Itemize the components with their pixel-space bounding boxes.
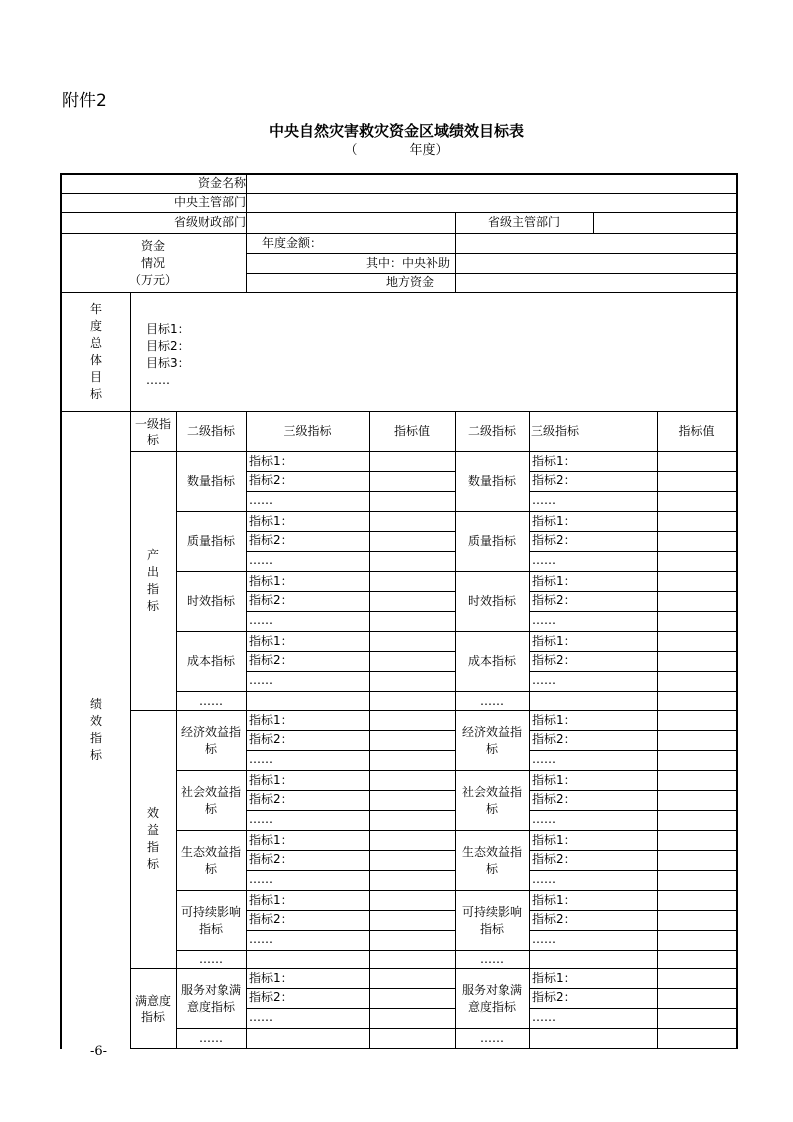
ind-dots-output-3-right: …… xyxy=(532,672,556,687)
ind-dots-satisfaction-0-left: …… xyxy=(249,1009,273,1024)
goal-line-4: …… xyxy=(146,372,170,387)
prov-finance-label: 省级财政部门 xyxy=(173,215,246,229)
form-title: 中央自然灾害救灾资金区域绩效目标表 xyxy=(268,122,524,140)
ind2-output-1-right: 指标2： xyxy=(532,533,576,547)
page-number: -6- xyxy=(90,1044,108,1059)
goal-line-1: 目标1： xyxy=(146,321,190,336)
ind2-output-1-left: 指标2： xyxy=(249,533,293,547)
ind2-benefit-1-right: 指标2： xyxy=(532,792,576,806)
ind-dots-output-1-left: …… xyxy=(249,552,273,567)
ind-dots-output-2-left: …… xyxy=(249,612,273,627)
ind2-output-0-right: 指标2： xyxy=(532,473,576,487)
ind1-satisfaction-0-left: 指标1： xyxy=(249,971,293,985)
ind-dots-benefit-1-right: …… xyxy=(532,811,556,826)
ind2-benefit-3-right: 指标2： xyxy=(532,912,576,926)
grid-line-v xyxy=(60,173,62,1049)
header-level3-left: 三级指标 xyxy=(283,424,332,438)
ind1-output-2-right: 指标1： xyxy=(532,574,576,588)
ind1-output-1-left: 指标1： xyxy=(249,514,293,528)
group-benefit-label: 效益指标 xyxy=(146,806,159,871)
ind-dots-benefit-0-left: …… xyxy=(249,751,273,766)
sub-output-3-left: 成本指标 xyxy=(186,654,235,668)
central-dept-label: 中央主管部门 xyxy=(173,195,246,209)
sub-satisfaction-0-left: 服务对象满意度指标 xyxy=(180,982,241,1014)
ind1-output-0-left: 指标1： xyxy=(249,454,293,468)
funds-situation-label: 资金 情况 （万元） xyxy=(128,238,177,287)
header-level2-left: 二级指标 xyxy=(186,424,235,438)
sub-output-0-right: 数量指标 xyxy=(467,474,516,488)
year-close: 年度） xyxy=(409,143,449,158)
sub-benefit-3-right: 可持续影响指标 xyxy=(461,904,522,936)
group-output-label: 产出指标 xyxy=(146,548,159,613)
sub-benefit-1-right: 社会效益指标 xyxy=(461,784,522,816)
sub-satisfaction-0-right: 服务对象满意度指标 xyxy=(461,982,522,1014)
ind-dots-benefit-2-left: …… xyxy=(249,871,273,886)
ind1-benefit-1-right: 指标1： xyxy=(532,773,576,787)
header-level3-right: 三级指标 xyxy=(531,424,580,438)
ind2-benefit-1-left: 指标2： xyxy=(249,792,293,806)
ind2-benefit-0-right: 指标2： xyxy=(532,732,576,746)
ind1-benefit-0-left: 指标1： xyxy=(249,713,293,727)
perf-indicators-label: 绩效指标 xyxy=(89,697,102,762)
attachment-label: 附件2 xyxy=(62,91,107,111)
ind-dots-benefit-1-left: …… xyxy=(249,811,273,826)
ind-dots-output-0-left: …… xyxy=(249,492,273,507)
ind-dots-benefit-0-right: …… xyxy=(532,751,556,766)
goal-line-3: 目标3： xyxy=(146,355,190,370)
ind-dots-satisfaction-0-right: …… xyxy=(532,1009,556,1024)
local-funds-label: 地方资金 xyxy=(385,275,434,289)
group-output-dots-right: …… xyxy=(480,693,504,708)
ind1-output-0-right: 指标1： xyxy=(532,454,576,468)
ind1-output-2-left: 指标1： xyxy=(249,574,293,588)
annual-goals-label: 年度总体目标 xyxy=(89,302,102,401)
ind-dots-output-2-right: …… xyxy=(532,612,556,627)
ind2-output-0-left: 指标2： xyxy=(249,473,293,487)
ind1-benefit-2-left: 指标1： xyxy=(249,833,293,847)
ind-dots-benefit-2-right: …… xyxy=(532,871,556,886)
fund-name-label: 资金名称 xyxy=(197,176,246,190)
ind1-output-3-left: 指标1： xyxy=(249,634,293,648)
header-value-right: 指标值 xyxy=(678,424,715,438)
header-level1: 一级指标 xyxy=(134,416,171,447)
ind1-benefit-2-right: 指标1： xyxy=(532,833,576,847)
group-benefit-dots-right: …… xyxy=(480,952,504,966)
sub-benefit-0-right: 经济效益指标 xyxy=(461,724,522,756)
ind-dots-output-0-right: …… xyxy=(532,492,556,507)
ind-dots-benefit-3-right: …… xyxy=(532,931,556,946)
ind2-benefit-2-left: 指标2： xyxy=(249,852,293,866)
grid-line-v xyxy=(130,411,131,1049)
ind2-benefit-2-right: 指标2： xyxy=(532,852,576,866)
header-value-left: 指标值 xyxy=(393,424,430,438)
grid-line-h xyxy=(130,1048,737,1049)
sub-output-2-right: 时效指标 xyxy=(467,594,516,608)
sub-output-1-right: 质量指标 xyxy=(467,534,516,548)
header-level2-right: 二级指标 xyxy=(467,424,516,438)
sub-output-2-left: 时效指标 xyxy=(186,594,235,608)
sub-output-0-left: 数量指标 xyxy=(186,474,235,488)
ind2-output-3-right: 指标2： xyxy=(532,653,576,667)
sub-benefit-2-right: 生态效益指标 xyxy=(461,844,522,876)
sub-benefit-1-left: 社会效益指标 xyxy=(180,784,241,816)
sub-output-3-right: 成本指标 xyxy=(467,654,516,668)
ind-dots-benefit-3-left: …… xyxy=(249,931,273,946)
central-subsidy-label: 其中：中央补助 xyxy=(365,256,450,270)
group-satisfaction-dots-left: …… xyxy=(199,1031,223,1045)
grid-line-v xyxy=(593,212,594,234)
prov-dept-label: 省级主管部门 xyxy=(487,215,560,229)
group-output-dots-left: …… xyxy=(199,693,223,708)
ind2-benefit-0-left: 指标2： xyxy=(249,732,293,746)
ind1-output-3-right: 指标1： xyxy=(532,634,576,648)
ind1-benefit-3-left: 指标1： xyxy=(249,893,293,907)
ind-dots-output-1-right: …… xyxy=(532,552,556,567)
sub-benefit-2-left: 生态效益指标 xyxy=(180,844,241,876)
sub-benefit-0-left: 经济效益指标 xyxy=(180,724,241,756)
ind1-benefit-0-right: 指标1： xyxy=(532,713,576,727)
ind2-satisfaction-0-left: 指标2： xyxy=(249,990,293,1004)
ind2-output-3-left: 指标2： xyxy=(249,653,293,667)
group-satisfaction-dots-right: …… xyxy=(480,1031,504,1045)
ind2-output-2-right: 指标2： xyxy=(532,593,576,607)
sub-output-1-left: 质量指标 xyxy=(186,534,235,548)
year-open: （ xyxy=(344,143,358,158)
ind2-output-2-left: 指标2： xyxy=(249,593,293,607)
grid-line-h xyxy=(60,292,737,293)
sub-benefit-3-left: 可持续影响指标 xyxy=(180,904,241,936)
ind1-benefit-1-left: 指标1： xyxy=(249,773,293,787)
ind-dots-output-3-left: …… xyxy=(249,672,273,687)
group-satisfaction-label: 满意度指标 xyxy=(134,993,171,1024)
annual-amount-label: 年度金额： xyxy=(262,236,323,250)
ind1-output-1-right: 指标1： xyxy=(532,514,576,528)
ind1-benefit-3-right: 指标1： xyxy=(532,893,576,907)
ind2-benefit-3-left: 指标2： xyxy=(249,912,293,926)
goal-line-2: 目标2： xyxy=(146,338,190,353)
ind1-satisfaction-0-right: 指标1： xyxy=(532,971,576,985)
ind2-satisfaction-0-right: 指标2： xyxy=(532,990,576,1004)
group-benefit-dots-left: …… xyxy=(199,952,223,966)
